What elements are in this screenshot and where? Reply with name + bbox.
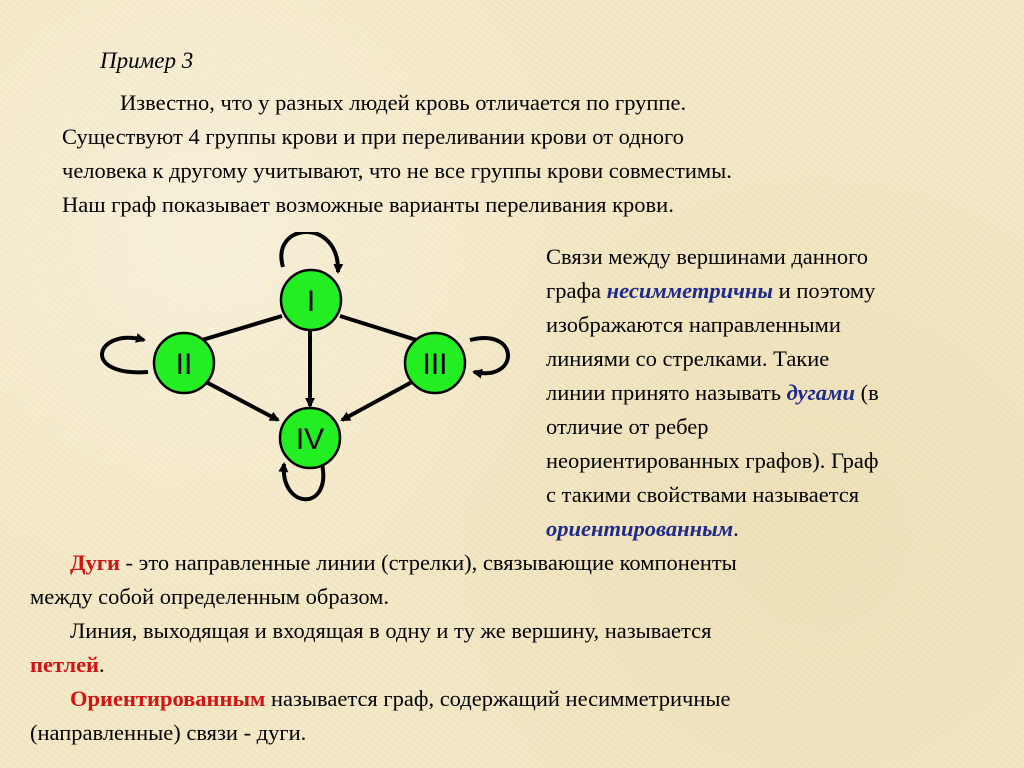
arc-III-IV [342, 382, 412, 420]
vertex-IV [280, 408, 340, 468]
vertex-label-IV: IV [295, 423, 325, 456]
right-line-8: с такими свойствами называется [546, 482, 860, 507]
right-line-7: неориентированных графов). Граф [546, 448, 879, 473]
term-oriented-blue: ориентированным [546, 516, 734, 541]
def-loop-line-1: Линия, выходящая и входящая в одну и ту же вершину, называется [70, 618, 712, 643]
intro-line-4: Наш граф показывает возможные варианты переливания крови. [62, 192, 674, 217]
term-nonsymmetric: несимметричны [606, 278, 774, 303]
term-arcs: Дуги [70, 550, 120, 575]
right-line-2-b: и поэтому [773, 278, 876, 303]
loop-II [102, 338, 148, 373]
intro-line-2: Существуют 4 группы крови и при переливании крови от одного [62, 124, 684, 149]
vertex-I [281, 270, 341, 330]
right-line-3: изображаются направленными [546, 312, 841, 337]
right-line-9 [546, 512, 739, 546]
def-loop-end: . [99, 652, 105, 677]
vertex-label-I: I [306, 285, 316, 318]
right-line-1: Связи между вершинами данного [546, 244, 869, 269]
def-arcs-line-1 [70, 546, 737, 580]
def-oriented-line-2: (направленные) связи - дуги. [30, 720, 307, 745]
def-arcs-rest: - это направленные линии (стрелки), связывающие компоненты [119, 550, 737, 575]
arc-I-II [192, 316, 282, 343]
intro-line-3: человека к другому учитывают, что не все группы крови совместимы. [62, 158, 732, 183]
arc-II-IV [206, 382, 278, 420]
right-line-9-b: . [733, 516, 739, 541]
loop-I [281, 232, 338, 272]
def-arcs-line-2: между собой определенным образом. [30, 584, 390, 609]
right-line-6: отличие от ребер [546, 414, 709, 439]
loop-III [470, 338, 508, 373]
right-line-2-a: графа [546, 278, 607, 303]
def-oriented-rest: называется граф, содержащий несимметричные [265, 686, 731, 711]
term-oriented: Ориентированным [70, 686, 266, 711]
right-line-5 [546, 376, 879, 410]
blood-group-graph [100, 232, 520, 502]
right-line-5-b: (в [854, 380, 879, 405]
right-line-2 [546, 274, 875, 308]
vertex-label-II: II [175, 348, 193, 381]
right-line-4: линиями со стрелками. Такие [546, 346, 830, 371]
def-oriented-line-1 [70, 682, 730, 716]
vertex-III [405, 333, 465, 393]
right-line-5-a: линии принято называть [546, 380, 787, 405]
arc-I-III [340, 316, 426, 343]
vertex-II [154, 333, 214, 393]
intro-line-1: Известно, что у разных людей кровь отличается по группе. [120, 90, 687, 115]
loop-IV [284, 464, 324, 499]
example-title: Пример 3 [100, 48, 194, 73]
term-loop: петлей [30, 652, 100, 677]
def-loop-line-2 [30, 648, 105, 682]
vertex-label-III: III [422, 348, 448, 381]
term-arcs-blue: дугами [786, 380, 855, 405]
